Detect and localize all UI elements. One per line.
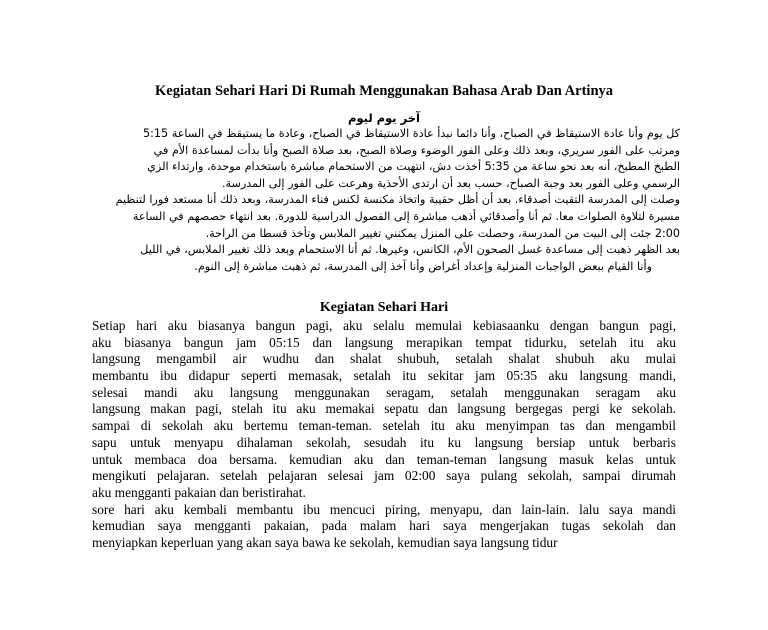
arabic-line: وأنا القيام ببعض الواجبات المنزلية وإعداد أغراض وأنا آخذ إلى المدرسة، ثم ذهبت مباشرة إلى النوم. bbox=[194, 259, 652, 273]
paragraph-line: sampai di sekolah aku bertemu teman-teman. setelah itu aku menyimpan tas dan mengambil bbox=[92, 418, 676, 434]
arabic-line: وصلت إلى المدرسة التقيت أصدقاء. بعد أن أظل حقيبة واتخاذ مكنسة لكنس فناء المدرسة، وبعد ذلك أنا مستعد فورا لتنظيم bbox=[115, 193, 680, 207]
paragraph-line: sapu untuk menyapu dihalaman sekolah, sesudah itu ku langsung bersiap untuk berbaris bbox=[92, 434, 676, 450]
arabic-line: 2:00 جئت إلى البيت من المدرسة، وحصلت على المنزل يمكنني تغيير الملابس وتأخذ قسطا من الراحة. bbox=[205, 226, 680, 240]
paragraph-line: menyiapkan keperluan yang akan saya bawa ke sekolah, kemudian saya langsung tidur bbox=[92, 534, 558, 550]
arabic-line: الرسمي وعلى الفور بعد وجبة الصباح، حسب بعد أن ارتدى الأحذية وهرعت على الفور إلى المدرسة. bbox=[221, 176, 680, 190]
paragraph-line: Setiap hari aku biasanya bangun pagi, aku selalu memulai kebiasaanku dengan bangun pagi, bbox=[92, 318, 676, 333]
paragraph-line: kemudian saya mengganti pakaian, pada malam hari saya mengerjakan tugas sekolah dan bbox=[92, 518, 676, 534]
paragraph-line: sore hari aku kembali membantu ibu mencuci piring, menyapu, dan lain-lain. lalu saya mandi bbox=[92, 501, 676, 517]
paragraph-line: langsung mengambil air wudhu dan shalat shubuh, setalah shalat shubuh aku mulai bbox=[92, 351, 676, 367]
indonesian-section bbox=[92, 318, 676, 552]
arabic-line: بعد الظهر ذهبت إلى مساعدة غسل الصحون الأم، الكانس، وغيرها. ثم أنا الاستحمام وبعد ذلك تغيير الملابس، في الليل bbox=[140, 243, 680, 257]
paragraph-line: aku biasanya bangun jam 05:15 dan langsung merapikan tempat tidurku, setelah itu aku bbox=[92, 334, 676, 350]
paragraph-line: selesai mandi aku langsung menggunakan seragam, setalah menggunakan seragam aku bbox=[92, 384, 676, 400]
paragraph-line: aku mengganti pakaian dan beristirahat. bbox=[92, 484, 306, 500]
paragraph-line: langsung makan pagi, stelah itu aku memakai sepatu dan langsung bergegas pergi ke sekolah. bbox=[92, 401, 676, 417]
arabic-line: مسيرة لتلاوة الصلوات معا. ثم أنا وأصدقائي أذهب مباشرة إلى الفصول الدراسية للدورة. بعد انتهاء حصصهم في الساعة bbox=[132, 209, 680, 223]
arabic-line: كل يوم وأنا عادة الاستيقاظ في الصباح، وأنا دائما نبدأ عادة الاستيقاظ في الصباح، وعادة ما يستيقظ في الساعة 5:15 bbox=[143, 127, 680, 140]
arabic-line: ومرتب على الفور سريري، وبعد ذلك وعلى الفور الوضوء وصلاة الصبح، بعد صلاة الصبح وأنا بدأت لمساعدة الأم في bbox=[153, 143, 680, 157]
arabic-section bbox=[88, 110, 680, 275]
page-title: Kegiatan Sehari Hari Di Rumah Menggunakan Bahasa Arab Dan Artinya bbox=[154, 83, 614, 99]
paragraph-line: membantu ibu didapur seperti memasak, setalah itu sekitar jam 05:35 aku langsung mandi, bbox=[92, 368, 676, 384]
indonesian-title: Kegiatan Sehari Hari bbox=[319, 300, 449, 315]
arabic-line: الطبخ المطبخ، أنه بعد نحو ساعة من 5:35 أخذت دش، انتهيت من الاستحمام مباشرة باستخدام موحدة، وارتداء الزي bbox=[147, 160, 680, 174]
paragraph-line: untuk membaca doa bersama. kemudian aku dan teman-teman langsung masuk kelas untuk bbox=[92, 451, 676, 467]
arabic-title: آخر يوم ليوم bbox=[348, 111, 420, 125]
paragraph-line: mengikuti pelajaran. setelah pelajaran selesai jam 02:00 saya pulang sekolah, sampai dirumah bbox=[92, 468, 676, 484]
